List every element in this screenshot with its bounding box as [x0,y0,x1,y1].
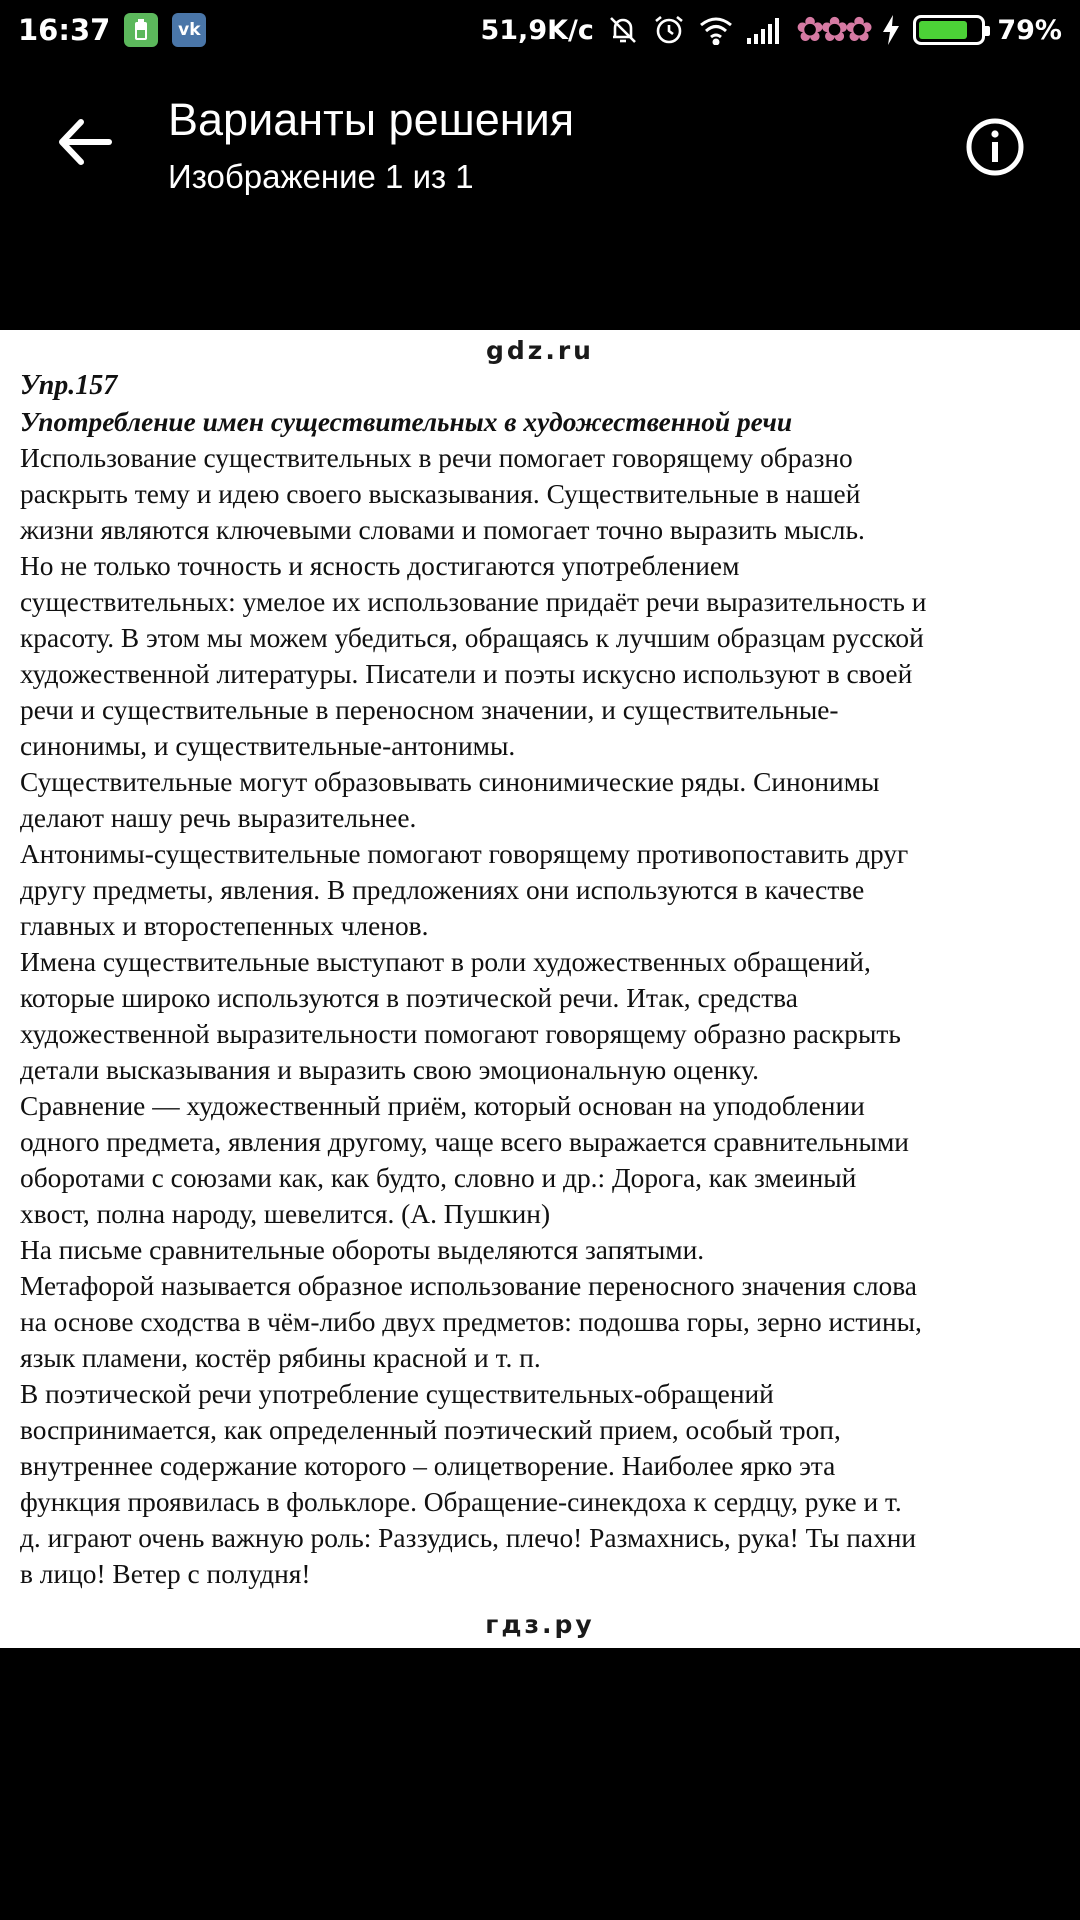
network-speed: 51,9K/c [480,14,594,46]
battery-fill [919,21,966,39]
text-line: Использование существительных в речи помогает говорящему образно [20,443,853,473]
text-line: На письме сравнительные обороты выделяются запятыми. [20,1235,705,1265]
text-line: жизни являются ключевыми словами и помогает точно выразить мысль. [20,515,865,545]
text-line: речи и существительные в переносном значении, и существительные- [20,695,839,725]
page-title: Варианты решения [168,94,575,145]
signal-icon [746,16,784,44]
text-line: Антонимы-существительные помогают говорящему противопоставить друг [20,839,909,869]
page-subtitle: Изображение 1 из 1 [168,158,474,195]
back-button[interactable] [50,110,120,174]
text-line: одного предмета, явления другому, чаще всего выражается сравнительными [20,1127,909,1157]
text-line: хвост, полна народу, шевелится. (А. Пушкин) [20,1199,551,1229]
watermark-top: gdz.ru [486,336,594,365]
text-line: художественной выразительности помогают говорящему образно раскрыть [20,1019,901,1049]
text-line: язык пламени, костёр рябины красной и т. п. [20,1343,541,1373]
mute-icon [606,13,640,47]
app-bar [0,60,1080,210]
flower-icons: ✿✿✿ [795,10,870,50]
text-line: Имена существительные выступают в роли художественных обращений, [20,947,871,977]
text-line: которые широко используются в поэтической речи. Итак, средства [20,983,798,1013]
text-line: внутреннее содержание которого – олицетворение. Наиболее ярко эта [20,1451,836,1481]
text-line: делают нашу речь выразительнее. [20,803,417,833]
text-line: оборотами с союзами как, как будто, словно и др.: Дорога, как змеиный [20,1163,857,1193]
text-line: Существительные могут образовывать синонимические ряды. Синонимы [20,767,880,797]
document-text [20,368,1070,1592]
exercise-number: Упр.157 [20,370,118,401]
text-line: функция проявилась в фольклоре. Обращение-синекдоха к сердцу, руке и т. [20,1487,902,1517]
text-line: красоту. В этом мы можем убедиться, обращаясь к лучшим образцам русской [20,623,924,653]
text-line: главных и второстепенных членов. [20,911,429,941]
text-line: детали высказывания и выразить свою эмоциональную оценку. [20,1055,759,1085]
battery-app-icon [124,13,158,47]
text-line: на основе сходства в чём-либо двух предметов: подошва горы, зерно истины, [20,1307,922,1337]
text-line: в лицо! Ветер с полудня! [20,1559,311,1589]
battery-percent: 79% [997,14,1062,46]
text-line: синонимы, и существительные-антонимы. [20,731,516,761]
watermark-bottom: гдз.ру [485,1610,595,1639]
status-left [18,13,206,47]
arrow-left-icon [57,117,113,167]
text-line: другу предметы, явления. В предложениях они используются в качестве [20,875,865,905]
text-line: существительных: умелое их использование придаёт речи выразительность и [20,587,927,617]
text-line: раскрыть тему и идею своего высказывания. Существительные в нашей [20,479,861,509]
status-time: 16:37 [18,13,111,47]
text-line: Метафорой называется образное использование переносного значения слова [20,1271,917,1301]
alarm-icon [652,13,686,47]
text-line: д. играют очень важную роль: Раззудись, плечо! Размахнись, рука! Ты пахни [20,1523,917,1553]
text-line: воспринимается, как определенный поэтический прием, особый троп, [20,1415,841,1445]
charging-icon [881,14,901,46]
info-icon [965,117,1025,177]
info-button[interactable] [964,116,1026,178]
status-right [480,10,1062,50]
exercise-heading: Употребление имен существительных в художественной речи [20,407,793,437]
text-line: художественной литературы. Писатели и поэты искусно используют в своей [20,659,913,689]
solution-image[interactable] [0,330,1080,1648]
text-line: Сравнение — художественный приём, который основан на уподоблении [20,1091,865,1121]
battery-icon [913,15,985,45]
text-line: В поэтической речи употребление существительных-обращений [20,1379,774,1409]
vk-icon: vk [172,13,206,47]
text-line: Но не только точность и ясность достигаются употреблением [20,551,740,581]
wifi-icon [698,15,734,45]
status-bar [0,0,1080,60]
document-lines [20,440,1070,1592]
